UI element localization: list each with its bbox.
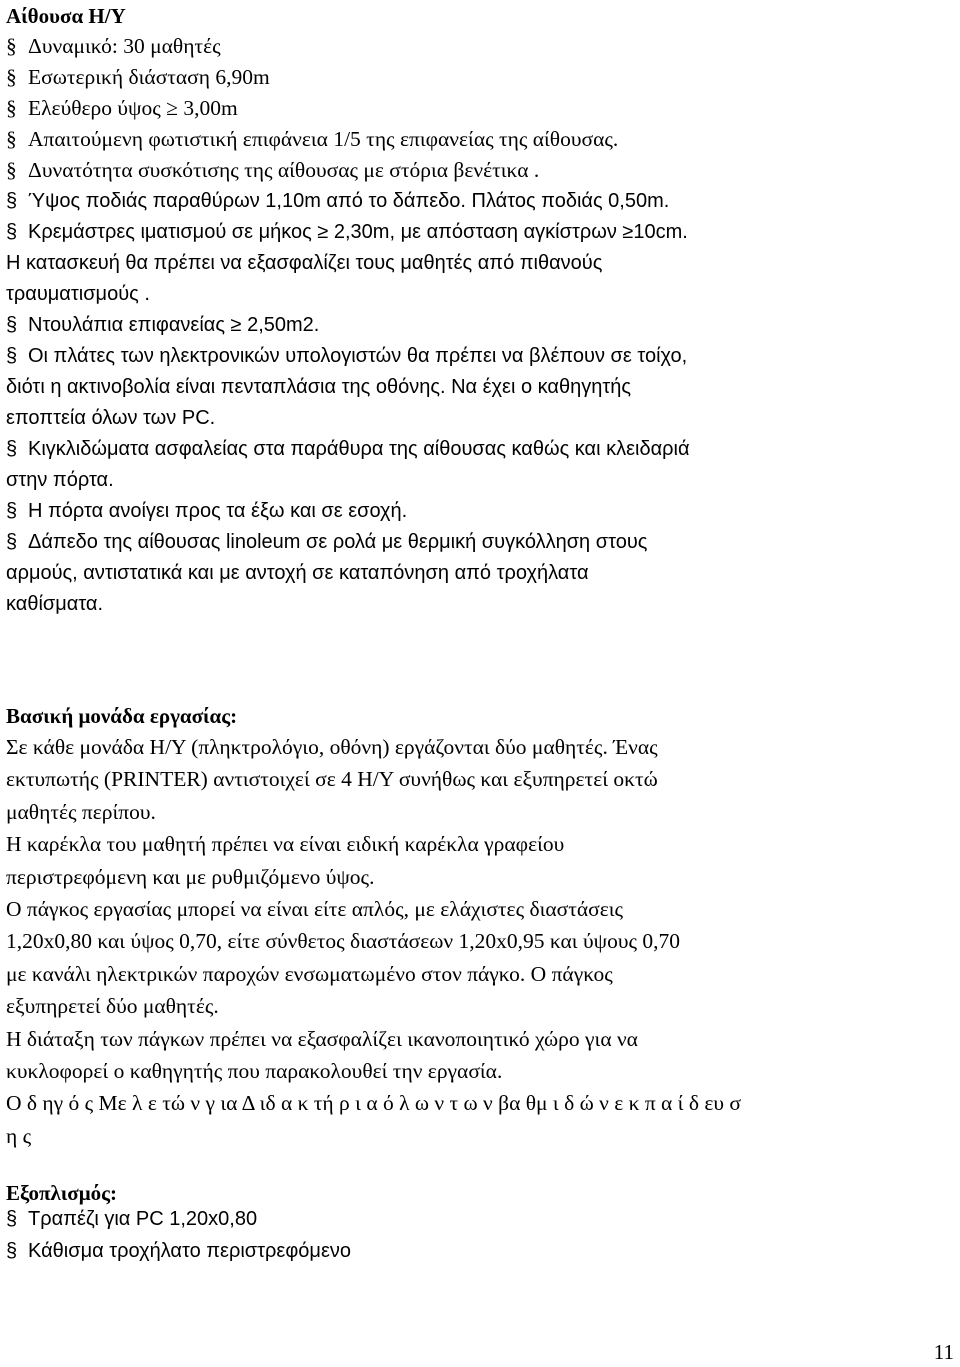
room-item-text: Ύψος ποδιάς παραθύρων 1,10m από το δάπεδο. Πλάτος ποδιάς 0,50m. — [28, 190, 670, 212]
room-requirements-list — [6, 31, 951, 620]
section-bullet-icon: § — [6, 96, 17, 120]
room-title: Αίθουσα Η/Υ — [6, 4, 126, 28]
unit-line: Ο δ ηγ ό ς Με λ ε τώ ν γ ια Δ ιδ α κ τή ρ ι α ό λ ω ν τ ω ν βα θμ ι δ ώ ν ε κ π α ί δ ευ σ — [6, 1091, 741, 1116]
section-bullet-icon: § — [6, 1208, 18, 1230]
room-item-text: Η κατασκευή θα πρέπει να εξασφαλίζει τους μαθητές από πιθανούς — [6, 252, 603, 274]
room-item-text: τραυματισμούς . — [6, 283, 150, 305]
room-item-line — [6, 434, 951, 465]
room-item-line — [6, 589, 951, 620]
unit-line: περιστρεφόμενη και με ρυθμιζόμενο ύψος. — [6, 864, 375, 889]
room-item-text: Δάπεδο της αίθουσας linoleum σε ρολά με θερμική συγκόλληση στους — [28, 531, 648, 553]
equipment-item — [6, 1235, 951, 1267]
equipment-item — [6, 1203, 951, 1235]
room-item-line — [6, 465, 951, 496]
room-item-text: καθίσματα. — [6, 593, 104, 615]
room-item-line — [6, 124, 951, 155]
room-item-line — [6, 403, 951, 434]
unit-paragraph — [6, 731, 951, 1152]
section-bullet-icon: § — [6, 438, 18, 460]
room-item-line — [6, 217, 951, 248]
section-bullet-icon: § — [6, 127, 17, 151]
unit-line: εξυπηρετεί δύο μαθητές. — [6, 994, 219, 1019]
room-item-line — [6, 341, 951, 372]
room-item-line — [6, 62, 951, 93]
section-bullet-icon: § — [6, 190, 18, 212]
unit-line: με κανάλι ηλεκτρικών παροχών ενσωματωμένο στον πάγκο. Ο πάγκος — [6, 961, 613, 986]
room-item-text: Οι πλάτες των ηλεκτρονικών υπολογιστών θα πρέπει να βλέπουν σε τοίχο, — [28, 345, 688, 367]
room-item-text: Κρεμάστρες ιματισμού σε μήκος ≥ 2,30m, με απόσταση αγκίστρων ≥10cm. — [28, 221, 688, 243]
page-number: 11 — [933, 1340, 954, 1364]
section-bullet-icon: § — [6, 314, 18, 336]
unit-line: εκτυπωτής (PRINTER) αντιστοιχεί σε 4 Η/Υ συνήθως και εξυπηρετεί οκτώ — [6, 767, 658, 792]
equipment-item-text: Κάθισμα τροχήλατο περιστρεφόμενο — [28, 1240, 351, 1262]
room-item-text: Η πόρτα ανοίγει προς τα έξω και σε εσοχή. — [28, 500, 408, 522]
room-item-line — [6, 310, 951, 341]
room-item-line — [6, 558, 951, 589]
room-item-line — [6, 372, 951, 403]
room-item-text: Δυνατότητα συσκότισης της αίθουσας με στόρια βενέτικα . — [28, 158, 540, 182]
room-item-line — [6, 496, 951, 527]
room-item-line — [6, 279, 951, 310]
room-item-text: στην πόρτα. — [6, 469, 114, 491]
section-bullet-icon: § — [6, 500, 18, 522]
room-item-line — [6, 186, 951, 217]
unit-line: κυκλοφορεί ο καθηγητής που παρακολουθεί την εργασία. — [6, 1059, 503, 1084]
equipment-heading: Εξοπλισμός: — [6, 1181, 117, 1205]
section-bullet-icon: § — [6, 531, 18, 553]
section-bullet-icon: § — [6, 1240, 18, 1262]
room-item-line — [6, 31, 951, 62]
room-item-line — [6, 527, 951, 558]
section-bullet-icon: § — [6, 345, 18, 367]
section-bullet-icon: § — [6, 34, 17, 58]
unit-line: Ο πάγκος εργασίας μπορεί να είναι είτε απλός, με ελάχιστες διαστάσεις — [6, 897, 624, 922]
unit-line: η ς — [6, 1123, 32, 1148]
room-item-line — [6, 93, 951, 124]
unit-line: Η καρέκλα του μαθητή πρέπει να είναι ειδική καρέκλα γραφείου — [6, 832, 565, 857]
room-item-text: Ελεύθερο ύψος ≥ 3,00m — [28, 96, 238, 120]
section-bullet-icon: § — [6, 65, 17, 89]
section-bullet-icon: § — [6, 158, 17, 182]
room-item-text: Ντουλάπια επιφανείας ≥ 2,50m2. — [28, 314, 320, 336]
unit-heading: Βασική μονάδα εργασίας: — [6, 704, 238, 728]
room-item-text: Απαιτούμενη φωτιστική επιφάνεια 1/5 της επιφανείας της αίθουσας. — [28, 127, 619, 151]
room-item-text: αρμούς, αντιστατικά και με αντοχή σε καταπόνηση από τροχήλατα — [6, 562, 589, 584]
room-item-line — [6, 155, 951, 186]
equipment-list — [6, 1203, 951, 1267]
room-item-text: Κιγκλιδώματα ασφαλείας στα παράθυρα της αίθουσας καθώς και κλειδαριά — [28, 438, 690, 460]
room-item-text: Εσωτερική διάσταση 6,90m — [28, 65, 270, 89]
unit-line: 1,20x0,80 και ύψος 0,70, είτε σύνθετος διαστάσεων 1,20x0,95 και ύψους 0,70 — [6, 929, 680, 954]
unit-line: μαθητές περίπου. — [6, 799, 156, 824]
room-item-line — [6, 248, 951, 279]
section-bullet-icon: § — [6, 221, 18, 243]
room-item-text: εποπτεία όλων των PC. — [6, 407, 216, 429]
unit-line: Η διάταξη των πάγκων πρέπει να εξασφαλίζει ικανοποιητικό χώρο για να — [6, 1026, 638, 1051]
room-item-text: Δυναμικό: 30 μαθητές — [28, 34, 221, 58]
room-item-text: διότι η ακτινοβολία είναι πενταπλάσια της οθόνης. Να έχει ο καθηγητής — [6, 376, 631, 398]
unit-line: Σε κάθε μονάδα Η/Υ (πληκτρολόγιο, οθόνη) εργάζονται δύο μαθητές. Ένας — [6, 735, 658, 759]
equipment-item-text: Τραπέζι για PC 1,20x0,80 — [28, 1208, 258, 1230]
